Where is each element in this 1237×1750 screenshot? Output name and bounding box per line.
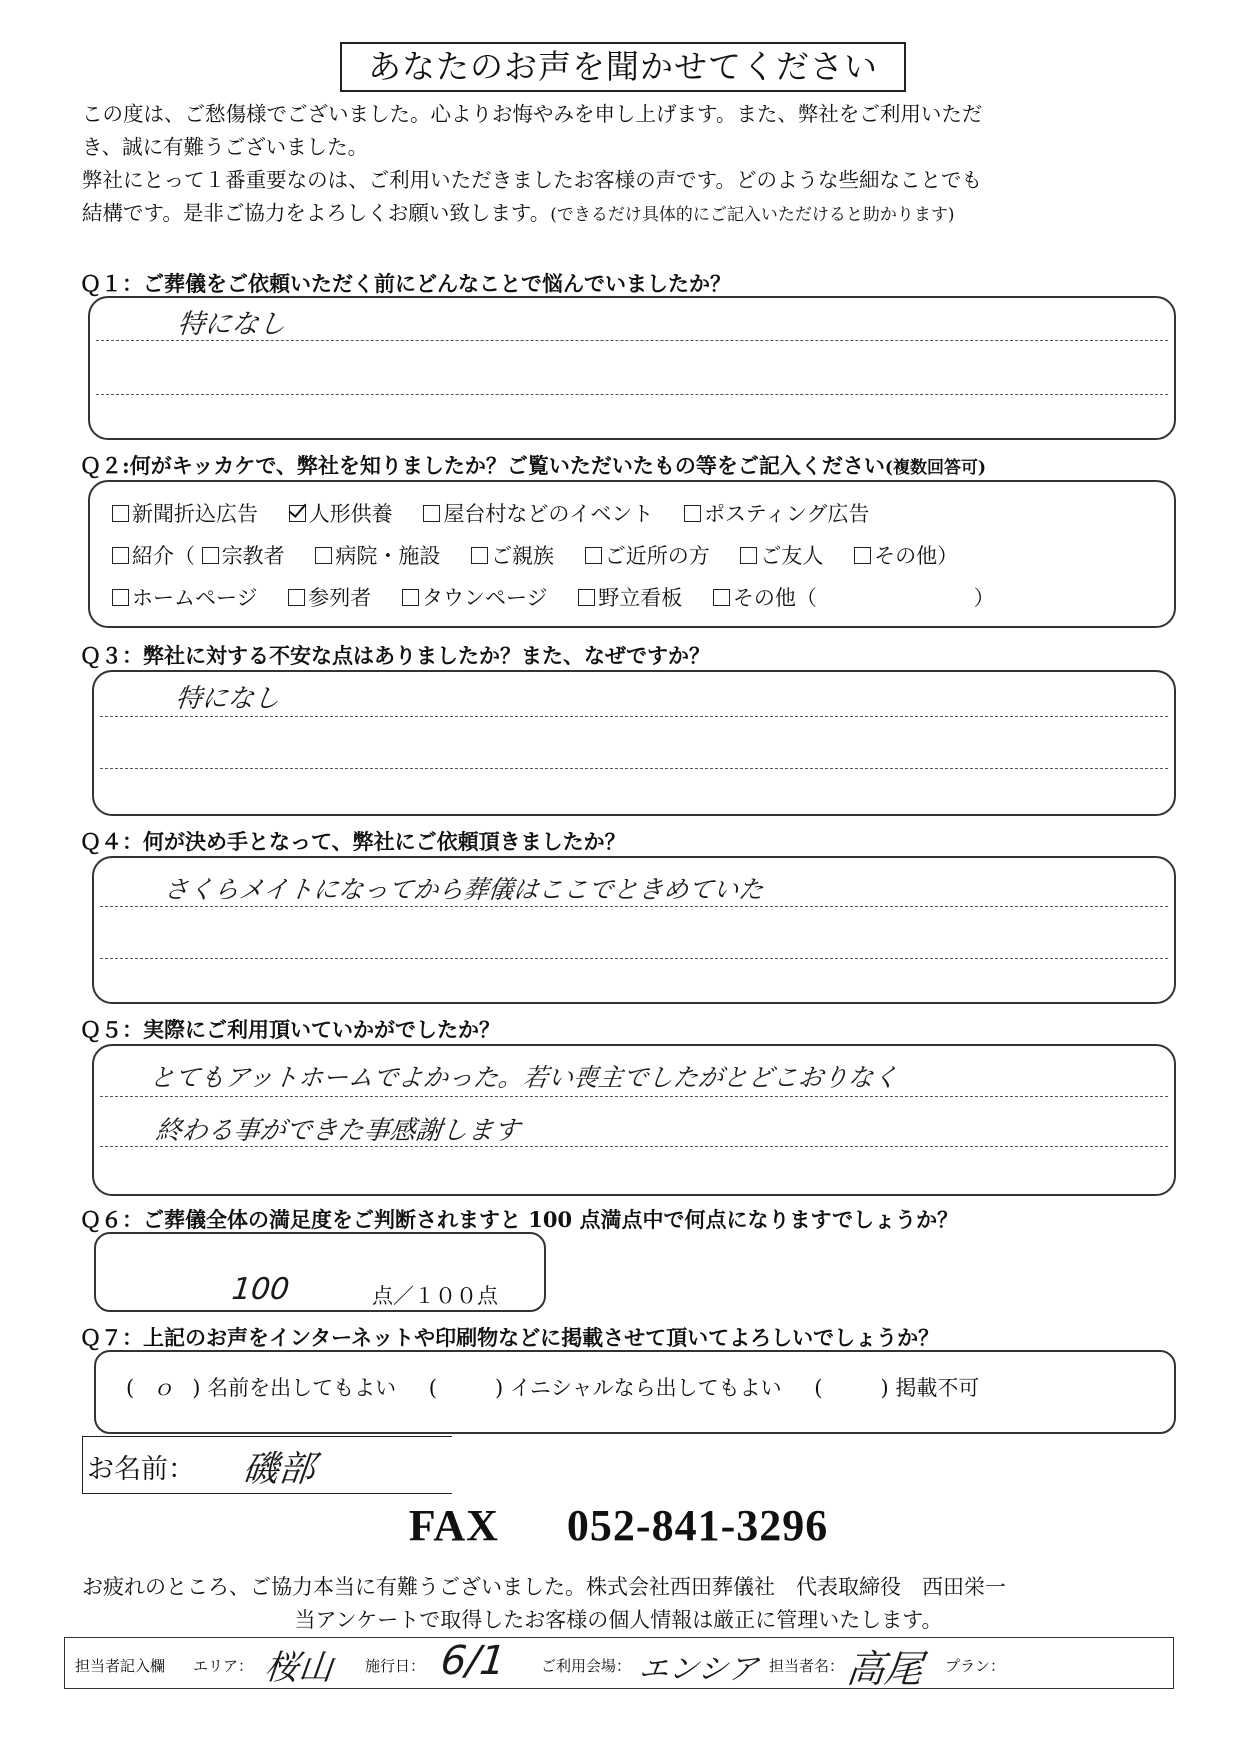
q7-option-row: [126, 1372, 1005, 1402]
option-label: 紹介（: [132, 544, 195, 568]
option-other[interactable]: [713, 582, 817, 612]
option-attendee[interactable]: [288, 582, 371, 612]
checkbox[interactable]: [740, 547, 757, 564]
answer-line: [100, 768, 1168, 769]
q3-question: Ｑ３：弊社に対する不安な点はありましたか？また、なぜですか？: [80, 643, 710, 668]
fax-label: FAX: [408, 1501, 499, 1550]
answer-line: [100, 906, 1168, 907]
area-value: 桜山: [262, 1648, 335, 1688]
q7-option-name-ok[interactable]: ( ｏ ) 名前を出してもよい: [126, 1372, 396, 1402]
q5-answer-line1: とてもアットホームでよかった。若い喪主でしたがとどこおりなく: [148, 1063, 900, 1092]
q7-option-label: 掲載不可: [895, 1376, 980, 1400]
q2-options-box: [88, 480, 1176, 628]
option-townpage[interactable]: [402, 582, 548, 612]
option-label: ご親族: [491, 544, 555, 568]
option-label: 新聞折込広告: [132, 502, 258, 526]
q5-answer-line2: 終わる事ができた事感謝します: [154, 1116, 522, 1146]
q5-question: Ｑ５：実際にご利用頂いていかがでしたか？: [80, 1017, 500, 1042]
checkbox[interactable]: [578, 589, 595, 606]
area-label: エリア：: [193, 1657, 254, 1675]
person-label: 担当者名：: [769, 1657, 845, 1675]
option-homepage[interactable]: [112, 582, 258, 612]
option-label: その他）: [874, 544, 959, 568]
q7-mark[interactable]: ｏ: [152, 1376, 174, 1400]
q2-option-row-3: [112, 582, 995, 612]
venue-value: エンシア: [636, 1652, 760, 1687]
option-friends[interactable]: [740, 540, 823, 570]
option-label: ホームページ: [132, 586, 258, 610]
checkbox[interactable]: [854, 547, 871, 564]
staff-section: [64, 1637, 1174, 1689]
option-label: その他（: [732, 586, 817, 610]
q5-answer-box[interactable]: [92, 1044, 1176, 1196]
checkbox[interactable]: [112, 547, 129, 564]
q1-question: Ｑ１：ご葬儀をご依頼いただく前にどんなことで悩んでいましたか？: [80, 271, 731, 296]
option-label: 参列者: [308, 586, 372, 610]
intro-line: き、誠に有難うございました。: [82, 135, 369, 159]
staff-section-label: 担当者記入欄: [75, 1657, 166, 1675]
checkbox[interactable]: [402, 589, 419, 606]
checkbox[interactable]: [112, 589, 129, 606]
option-label: 人形供養: [308, 502, 393, 526]
option-other-close: ）: [973, 586, 995, 610]
q7-option-label: イニシャルなら出してもよい: [509, 1376, 782, 1400]
q6-score: 100: [230, 1272, 292, 1307]
option-referral[interactable]: [112, 540, 195, 570]
date-label: 施行日：: [365, 1657, 426, 1675]
option-label: 病院・施設: [335, 544, 441, 568]
checkbox-checked[interactable]: [289, 505, 306, 522]
q6-question: Ｑ６：ご葬儀全体の満足度をご判断されますと 100 点満点中で何点になりますでしょうか？: [80, 1207, 959, 1232]
q1-answer: 特になし: [176, 309, 288, 340]
option-other-referral[interactable]: [854, 540, 958, 570]
q4-answer-box[interactable]: [92, 856, 1176, 1004]
checkbox[interactable]: [471, 547, 488, 564]
option-posting[interactable]: [684, 498, 869, 528]
intro-text: [82, 98, 1172, 232]
option-relatives[interactable]: [471, 540, 554, 570]
intro-note: (できるだけ具体的にご記入いただけると助かります): [550, 205, 955, 225]
checkbox[interactable]: [315, 547, 332, 564]
q7-question: Ｑ７：上記のお声をインターネットや印刷物などに掲載させて頂いてよろしいでしょうか？: [80, 1325, 940, 1350]
checkbox[interactable]: [423, 505, 440, 522]
option-label: ポスティング広告: [704, 502, 870, 526]
q6-score-suffix: 点／１００点: [372, 1284, 498, 1308]
checkbox[interactable]: [202, 547, 219, 564]
q2-note: (複数回答可): [884, 458, 987, 478]
option-label: ご近所の方: [604, 544, 710, 568]
option-neighbors[interactable]: [585, 540, 710, 570]
intro-line: 弊社にとって１番重要なのは、ご利用いただきましたお客様の声です。どのような些細なことでも: [82, 168, 982, 192]
privacy-note: 当アンケートで取得したお客様の個人情報は厳正に管理いたします。: [294, 1608, 943, 1632]
q1-answer-box[interactable]: [88, 296, 1176, 440]
q4-question: Ｑ４：何が決め手となって、弊社にご依頼頂きましたか？: [80, 829, 626, 854]
q7-options-box: [94, 1350, 1176, 1434]
option-label: 野立看板: [598, 586, 683, 610]
option-newspaper[interactable]: [112, 498, 258, 528]
fax-line: [0, 1500, 1237, 1551]
q6-score-box[interactable]: [94, 1232, 546, 1312]
option-hospital[interactable]: [315, 540, 440, 570]
option-billboard[interactable]: [578, 582, 682, 612]
checkbox[interactable]: [713, 589, 730, 606]
q2-option-row-2: [112, 540, 958, 570]
answer-line: [96, 394, 1168, 395]
name-value: 磯部: [240, 1449, 317, 1490]
q2-question-text: Ｑ２:何がキッカケで、弊社を知りましたか？ご覧いただいたもの等をご記入ください: [80, 453, 885, 478]
fax-number: 052-841-3296: [566, 1501, 829, 1550]
option-label: タウンページ: [421, 586, 548, 610]
intro-line: この度は、ご愁傷様でございました。心よりお悔やみを申し上げます。また、弊社をご利用いただ: [82, 102, 983, 126]
name-label: お名前：: [87, 1454, 195, 1485]
person-value: 高尾: [844, 1647, 925, 1691]
page-title: あなたのお声を聞かせてください: [340, 42, 906, 92]
plan-label: プラン：: [945, 1657, 1006, 1675]
q3-answer: 特になし: [174, 684, 282, 714]
intro-line: [82, 197, 1172, 232]
name-field[interactable]: [82, 1436, 452, 1494]
answer-line: [100, 716, 1168, 717]
intro-line4: 結構です。是非ご協力をよろしくお願い致します。: [82, 201, 551, 225]
q4-answer: さくらメイトになってから葬儀はここでときめていた: [162, 875, 765, 904]
checkbox[interactable]: [288, 589, 305, 606]
checkbox[interactable]: [684, 505, 701, 522]
option-doll-memorial[interactable]: [289, 498, 393, 528]
q7-option-initials[interactable]: ( ) イニシャルなら出してもよい: [428, 1376, 782, 1400]
option-religious[interactable]: [202, 540, 285, 570]
option-label: 屋台村などのイベント: [443, 502, 654, 526]
checkbox[interactable]: [585, 547, 602, 564]
answer-line: [100, 1096, 1168, 1097]
checkbox[interactable]: [112, 505, 129, 522]
q2-option-row-1: [112, 498, 894, 528]
option-label: 宗教者: [221, 544, 285, 568]
thanks-text: お疲れのところ、ご協力本当に有難うございました。株式会社西田葬儀社 代表取締役 西田栄一: [82, 1575, 1006, 1599]
q2-question: [80, 450, 986, 480]
option-label: ご友人: [760, 544, 824, 568]
q3-answer-box[interactable]: [92, 670, 1176, 816]
q7-option-label: 名前を出してもよい: [207, 1376, 397, 1400]
option-event[interactable]: [423, 498, 653, 528]
q7-option-no-publish[interactable]: ( ) 掲載不可: [814, 1376, 980, 1400]
answer-line: [100, 958, 1168, 959]
date-value: 6/1: [438, 1638, 508, 1684]
venue-label: ご利用会場：: [541, 1657, 632, 1675]
